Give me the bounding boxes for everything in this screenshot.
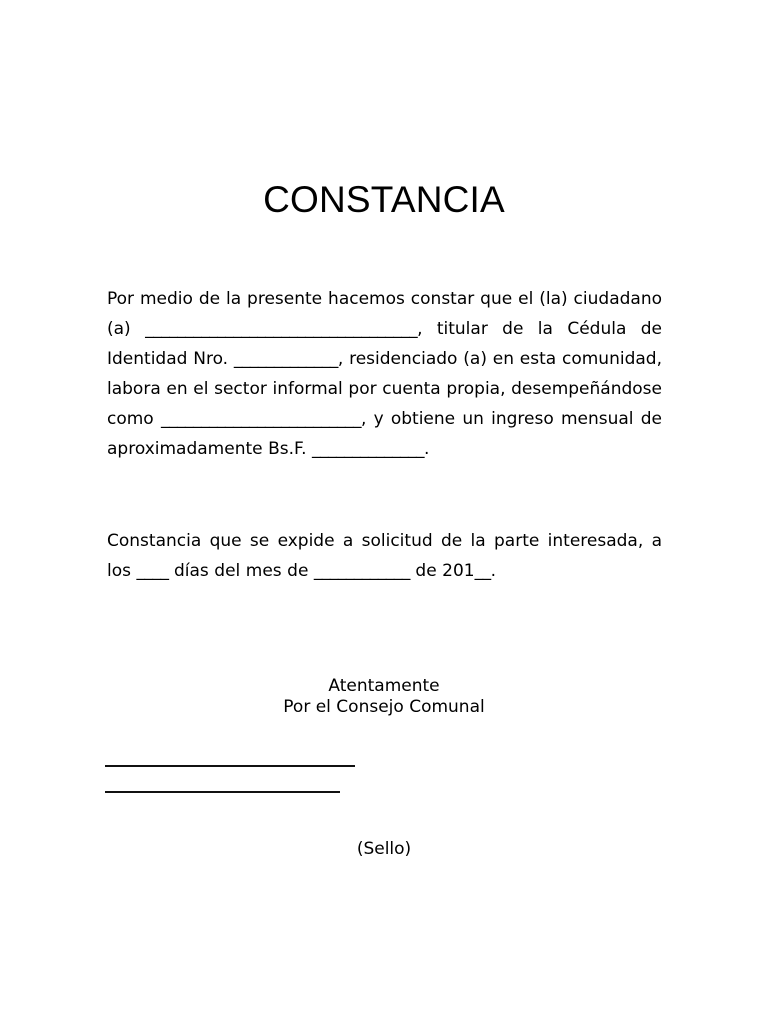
document-body <box>107 284 662 586</box>
paragraph-spacer <box>107 464 662 526</box>
blank-field-mes[interactable]: ____________ <box>313 561 410 581</box>
closing-line-atentamente: Atentamente <box>328 676 440 696</box>
blank-field-ingreso-mensual[interactable]: ______________ <box>311 439 424 459</box>
paragraph-2-segment-4: . <box>490 561 497 581</box>
closing-block <box>0 676 768 718</box>
paragraph-constancia-statement <box>107 284 662 464</box>
paragraph-2-segment-1: Constancia que se expide a solicitud de la parte interesada, a los <box>107 531 662 581</box>
paragraph-1-segment-1: Por medio de la presente hacemos constar que el (la) ciudadano (a) <box>107 289 662 339</box>
signature-block <box>105 765 505 793</box>
blank-field-nombre-ciudadano[interactable]: __________________________________ <box>145 319 418 339</box>
paragraph-1-segment-4: , y obtiene un ingreso mensual de aproximadamente Bs.F. <box>107 409 662 459</box>
blank-field-dia[interactable]: ____ <box>136 561 169 581</box>
signature-line-primary[interactable] <box>105 765 355 767</box>
closing-line-consejo-comunal: Por el Consejo Comunal <box>283 697 485 717</box>
page-title: CONSTANCIA <box>263 179 505 220</box>
paragraph-1-segment-2: , titular de la Cédula de Identidad Nro. <box>107 319 662 369</box>
paragraph-2-segment-3: de 201 <box>409 561 475 581</box>
blank-field-cedula-identidad[interactable]: _____________ <box>233 349 338 369</box>
blank-field-anio[interactable]: __ <box>474 561 491 581</box>
paragraph-1-segment-3: , residenciado (a) en esta comunidad, labora en el sector informal por cuenta propia, desempeñándose como <box>107 349 662 429</box>
paragraph-1-segment-5: . <box>423 439 430 459</box>
signature-line-secondary[interactable] <box>105 791 340 793</box>
seal-label: (Sello) <box>356 839 412 859</box>
blank-field-ocupacion[interactable]: _________________________ <box>160 409 361 429</box>
paragraph-expedicion-fecha <box>107 526 662 586</box>
paragraph-2-segment-2: días del mes de <box>168 561 314 581</box>
